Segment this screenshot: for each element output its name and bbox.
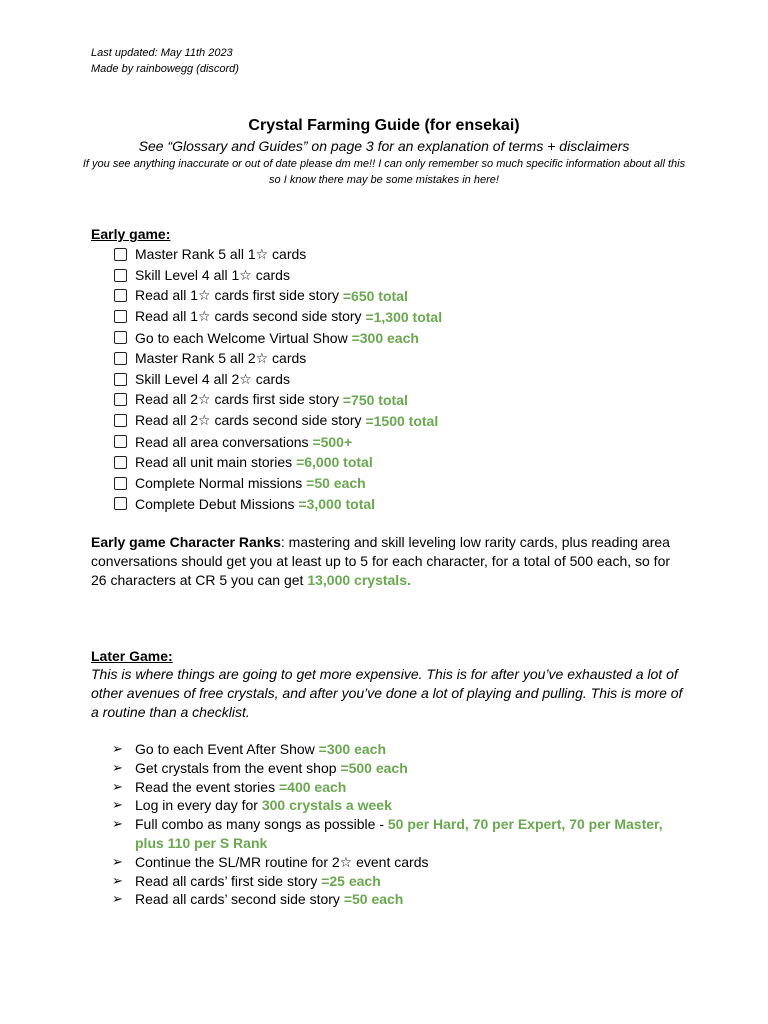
checklist-item-text: Go to each Welcome Virtual Show (135, 329, 352, 346)
later-game-heading: Later Game: (91, 648, 173, 664)
checklist-item-text: Read all unit main stories (135, 454, 297, 471)
reward-amount: =6,000 total (296, 454, 373, 471)
checklist-item-text: Read all 2☆ cards second side story (135, 412, 366, 429)
checkbox-icon[interactable] (114, 331, 127, 344)
reward-amount: =50 each (343, 891, 404, 908)
checklist-item-text: Read all 1☆ cards second side story (135, 308, 366, 325)
list-item-body (135, 740, 386, 759)
checklist-item (114, 452, 442, 473)
arrow-bullet-icon: ➢ (112, 816, 123, 832)
list-item (112, 853, 692, 872)
checklist-item-text: Read all 2☆ cards first side story (135, 391, 343, 408)
arrow-bullet-icon: ➢ (112, 759, 123, 775)
list-item (112, 796, 692, 815)
list-item-text: Continue the SL/MR routine for 2☆ event cards (135, 853, 429, 870)
early-game-heading: Early game: (91, 226, 171, 242)
character-ranks-body: : mastering and skill leveling low rarity cards, plus reading area conversations should get you at least up to 5 for each character, for a total of 500 each, so for 26 characters at CR 5 you can get (91, 534, 671, 588)
character-ranks-paragraph (91, 533, 683, 590)
checklist-item (114, 244, 442, 265)
checklist-item (114, 410, 442, 431)
checkbox-icon[interactable] (114, 456, 127, 469)
list-item (112, 872, 692, 891)
reward-amount: 50 per Hard, 70 per Expert, 70 per Master, plus 110 per S Rank (135, 816, 663, 851)
later-game-list (112, 740, 692, 909)
checkbox-icon[interactable] (114, 497, 127, 510)
arrow-bullet-icon: ➢ (112, 891, 123, 907)
checkbox-icon[interactable] (114, 477, 127, 490)
list-item-body (135, 853, 428, 872)
arrow-bullet-icon: ➢ (112, 853, 123, 869)
list-item-text: Go to each Event After Show (135, 741, 319, 757)
reward-amount: 300 crystals a week (261, 797, 392, 814)
reward-amount: =500 each (340, 759, 408, 776)
reward-amount: =1500 total (365, 412, 439, 429)
reward-amount: =500+ (312, 433, 353, 450)
checkbox-icon[interactable] (114, 414, 127, 427)
later-game-intro: This is where things are going to get more expensive. This is for after you’ve exhausted a lot of other avenues of free crystals, and after you’ve done a lot of playing and pulling. This is more of a routine than a checklist. (91, 666, 683, 720)
arrow-bullet-icon: ➢ (112, 872, 123, 888)
checklist-item (114, 286, 442, 307)
checkbox-icon[interactable] (114, 393, 127, 406)
reward-amount: =750 total (342, 391, 408, 408)
checkbox-icon[interactable] (114, 269, 127, 282)
checkbox-icon[interactable] (114, 373, 127, 386)
checkbox-icon[interactable] (114, 248, 127, 261)
checkbox-icon[interactable] (114, 435, 127, 448)
checklist-item-text: Master Rank 5 all 1☆ cards (135, 245, 307, 262)
list-item-body (135, 778, 346, 797)
checklist-item (114, 327, 442, 348)
list-item-body (135, 759, 408, 778)
arrow-bullet-icon: ➢ (112, 797, 123, 813)
checklist-item (114, 265, 442, 286)
author-credit: Made by rainbowegg (discord) (91, 63, 239, 75)
checklist-item-text: Complete Debut Missions (135, 495, 299, 512)
page-subtitle: See “Glossary and Guides” on page 3 for an explanation of terms + disclaimers (138, 138, 630, 154)
arrow-bullet-icon: ➢ (112, 741, 123, 756)
list-item-body (135, 890, 403, 909)
early-game-checklist (114, 244, 442, 514)
checklist-item (114, 494, 442, 515)
list-item-body (135, 815, 692, 853)
list-item-body (135, 796, 392, 815)
list-item-text: Full combo as many songs as possible - (135, 816, 388, 833)
checklist-item (114, 431, 442, 452)
checkbox-icon[interactable] (114, 352, 127, 365)
list-item-text: Read the event stories (135, 778, 279, 795)
reward-amount: =300 each (318, 741, 387, 757)
checklist-item (114, 306, 442, 327)
list-item-text: Read all cards’ first side story (135, 872, 322, 889)
checklist-item-text: Read all area conversations (135, 433, 313, 450)
list-item-text: Log in every day for (135, 797, 262, 814)
document-meta (91, 45, 239, 77)
checklist-item (114, 348, 442, 369)
title-block (80, 116, 688, 188)
list-item (112, 815, 692, 853)
list-item-text: Read all cards’ second side story (135, 891, 344, 908)
reward-amount: =1,300 total (365, 308, 443, 325)
page-title: Crystal Farming Guide (for ensekai) (248, 117, 520, 134)
list-item-text: Get crystals from the event shop (135, 759, 341, 776)
checklist-item-text: Complete Normal missions (135, 475, 307, 492)
checklist-item (114, 390, 442, 411)
last-updated: Last updated: May 11th 2023 (91, 47, 233, 59)
checklist-item (114, 369, 442, 390)
list-item (112, 778, 692, 797)
character-ranks-total: 13,000 crystals. (307, 572, 411, 588)
list-item (112, 890, 692, 909)
reward-amount: =400 each (278, 778, 347, 795)
reward-amount: =25 each (321, 872, 381, 889)
checkbox-icon[interactable] (114, 289, 127, 302)
reward-amount: =50 each (306, 475, 366, 492)
character-ranks-label: Early game Character Ranks (91, 534, 281, 550)
reward-amount: =650 total (342, 287, 408, 304)
checklist-item-text: Read all 1☆ cards first side story (135, 287, 343, 304)
checklist-item-text: Master Rank 5 all 2☆ cards (135, 349, 307, 366)
list-item (112, 759, 692, 778)
checklist-item (114, 473, 442, 494)
checklist-item-text: Skill Level 4 all 1☆ cards (135, 266, 290, 283)
arrow-bullet-icon: ➢ (112, 778, 123, 794)
list-item-body (135, 872, 381, 891)
checkbox-icon[interactable] (114, 310, 127, 323)
disclaimer-note: If you see anything inaccurate or out of date please dm me!! I can only remember so much specific information about all this so I know there may be some mistakes in here! (82, 158, 686, 186)
list-item (112, 740, 692, 759)
checklist-item-text: Skill Level 4 all 2☆ cards (135, 370, 290, 387)
reward-amount: =300 each (351, 329, 419, 346)
reward-amount: =3,000 total (298, 495, 376, 512)
